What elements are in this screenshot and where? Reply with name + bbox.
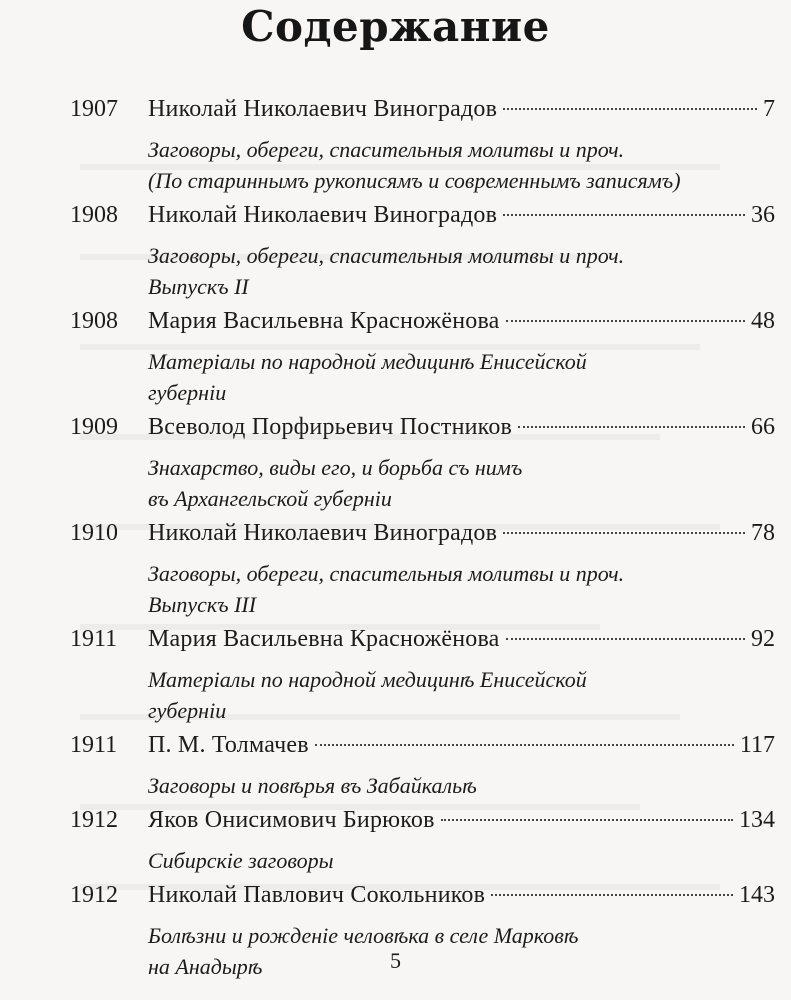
- entry-author: Мария Васильевна Красножёнова: [148, 626, 500, 652]
- entry-year: 1908: [70, 308, 118, 334]
- toc-entry[interactable]: [70, 520, 775, 620]
- work-line: Выпускъ II: [148, 274, 249, 299]
- work-line: на Анадырѣ: [148, 954, 263, 979]
- work-line: (По стариннымъ рукописямъ и современнымъ записямъ): [148, 168, 681, 193]
- page-title: Содержание: [241, 2, 550, 51]
- work-line: губерніи: [148, 380, 227, 405]
- entry-work-title: [148, 770, 775, 801]
- entry-year: 1908: [70, 202, 118, 228]
- dot-leader: [518, 426, 745, 428]
- entry-year: 1912: [70, 882, 118, 908]
- entry-author: Николай Николаевич Виноградов: [148, 96, 498, 122]
- entry-work-title: [148, 346, 775, 408]
- toc-entry[interactable]: [70, 807, 775, 876]
- entry-author: Николай Николаевич Виноградов: [148, 520, 498, 546]
- entry-author: Николай Павлович Сокольников: [148, 882, 486, 908]
- dot-leader: [503, 108, 757, 110]
- entry-page: 7: [763, 96, 775, 122]
- entry-author: Николай Николаевич Виноградов: [148, 202, 498, 228]
- work-line: Заговоры, обереги, спасительныя молитвы и проч.: [148, 137, 625, 162]
- dot-leader: [503, 214, 745, 216]
- entry-page: 143: [739, 882, 775, 908]
- dot-leader: [441, 819, 733, 821]
- entry-work-title: [148, 134, 775, 196]
- entry-year: 1911: [70, 626, 118, 652]
- toc-entry[interactable]: [70, 626, 775, 726]
- work-line: Матеріалы по народной медицинѣ Енисейской: [148, 667, 587, 692]
- toc-entry[interactable]: [70, 202, 775, 302]
- entry-year: 1910: [70, 520, 118, 546]
- entry-work-title: [148, 240, 775, 302]
- entry-page: 36: [751, 202, 775, 228]
- entry-year: 1912: [70, 807, 118, 833]
- work-line: въ Архангельской губерніи: [148, 486, 392, 511]
- dot-leader: [315, 744, 734, 746]
- work-line: Сибирскіе заговоры: [148, 848, 334, 873]
- entry-page: 134: [739, 807, 775, 833]
- work-line: Заговоры и повѣрья въ Забайкальѣ: [148, 773, 477, 798]
- entry-work-title: [148, 664, 775, 726]
- entry-author: П. М. Толмачев: [148, 732, 309, 758]
- dot-leader: [491, 894, 733, 896]
- entry-year: 1907: [70, 96, 118, 122]
- dot-leader: [506, 638, 745, 640]
- toc-entry[interactable]: [70, 732, 775, 801]
- entry-page: 92: [751, 626, 775, 652]
- entry-page: 48: [751, 308, 775, 334]
- entry-work-title: [148, 558, 775, 620]
- work-line: Заговоры, обереги, спасительныя молитвы и проч.: [148, 561, 625, 586]
- work-line: Болѣзни и рожденіе человѣка в селе Марковѣ: [148, 923, 579, 948]
- dot-leader: [503, 532, 745, 534]
- entry-page: 66: [751, 414, 775, 440]
- entry-year: 1909: [70, 414, 118, 440]
- dot-leader: [506, 320, 745, 322]
- entry-author: Всеволод Порфирьевич Постников: [148, 414, 513, 440]
- entry-page: 117: [739, 732, 775, 758]
- entry-page: 78: [751, 520, 775, 546]
- entry-year: 1911: [70, 732, 118, 758]
- work-line: губерніи: [148, 698, 227, 723]
- work-line: Матеріалы по народной медицинѣ Енисейской: [148, 349, 587, 374]
- toc-entry[interactable]: [70, 308, 775, 408]
- table-of-contents: [70, 96, 775, 988]
- work-line: Заговоры, обереги, спасительныя молитвы и проч.: [148, 243, 625, 268]
- entry-work-title: [148, 845, 775, 876]
- toc-entry[interactable]: [70, 414, 775, 514]
- work-line: Выпускъ III: [148, 592, 257, 617]
- entry-author: Мария Васильевна Красножёнова: [148, 308, 500, 334]
- page-number: 5: [390, 948, 401, 973]
- work-line: Знахарство, виды его, и борьба съ нимъ: [148, 455, 523, 480]
- entry-work-title: [148, 452, 775, 514]
- toc-entry[interactable]: [70, 96, 775, 196]
- entry-author: Яков Онисимович Бирюков: [148, 807, 435, 833]
